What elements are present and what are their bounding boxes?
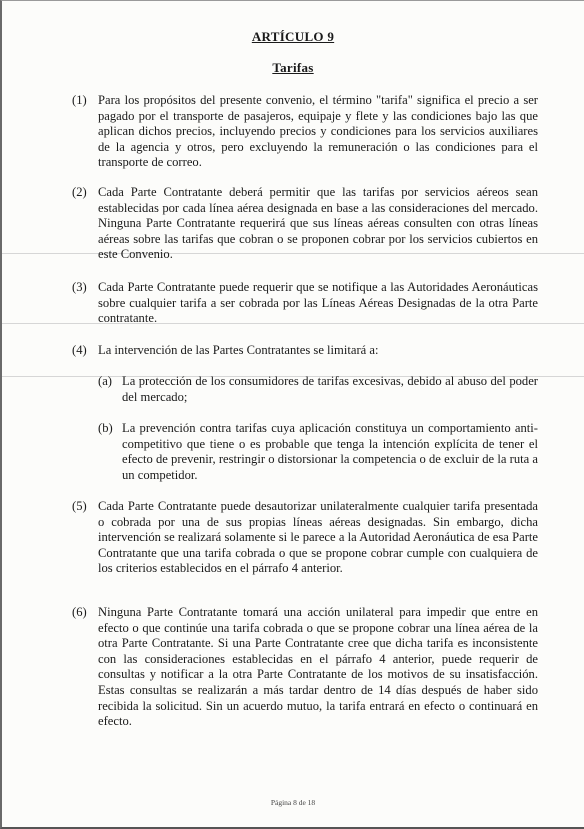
subparagraph-a: La protección de los consumidores de tarifas excesivas, debido al abuso del poder del mercado;: [122, 374, 538, 404]
paragraph-3: Cada Parte Contratante puede requerir que se notifique a las Autoridades Aeronáuticas sobre cualquier tarifa a ser cobrada por las Líneas Aéreas Designadas de la otra Parte contratante.: [98, 280, 538, 326]
paragraph-number: (1): [72, 93, 87, 107]
paragraph-6: Ninguna Parte Contratante tomará una acción unilateral para impedir que entre en efecto o que continúe una tarifa cobrada o que se propone cobrar una línea aérea de la otra Parte Contratante. Si una Parte Contratante cree que dicha tarifa es inconsistente con las consideraciones establecidas en el párrafo 4 anterior, puede requerir de consultas y notificar a la otra Parte Contratante de los motivos de su insatisfacción. Estas consultas se realizarán a más tardar dentro de 14 días después de haber sido recibida la solicitud. Sin un acuerdo mutuo, la tarifa entrará en efecto o continuará en efecto.: [98, 605, 538, 729]
subparagraph-letter: (b): [98, 421, 113, 435]
paragraph-4: La intervención de las Partes Contratantes se limitará a:: [98, 343, 379, 357]
paragraph-number: (3): [72, 280, 87, 294]
paragraph-number: (2): [72, 185, 87, 199]
paragraph-2: Cada Parte Contratante deberá permitir que las tarifas por servicios aéreos sean establecidas por cada línea aérea designada en base a las consideraciones del mercado. Ninguna Parte Contratante requerirá que sus líneas aéreas consulten con otras líneas aéreas sobre las tarifas que cobran o se proponen cobrar por los servicios cubiertos en este Convenio.: [98, 185, 538, 262]
paragraph-1: Para los propósitos del presente convenio, el término "tarifa" significa el precio a ser pagado por el transporte de pasajeros, equipaje y flete y las condiciones bajo las que aplican dichos precios, incluyendo precios y condiciones para los servicios auxiliares de la agencia y otros, pero excluyendo la remuneración o las condiciones para el transporte de correo.: [98, 93, 538, 170]
paragraph-number: (5): [72, 499, 87, 513]
paragraph-number: (4): [72, 343, 87, 357]
subparagraph-letter: (a): [98, 374, 112, 388]
subparagraph-b: La prevención contra tarifas cuya aplicación constituya un comportamiento anti-competitivo que tiene o es probable que tenga la intención explícita de tener el efecto de prevenir, restringir o distorsionar la competencia o de excluir de la ruta a un competidor.: [122, 421, 538, 482]
paragraph-5: Cada Parte Contratante puede desautorizar unilateralmente cualquier tarifa presentada o cobrada por una de sus propias líneas aéreas designadas. Sin embargo, dicha intervención se realizará solamente si le parece a la Autoridad Aeronáutica de esa Parte Contratante que una tarifa cobrada o que se propone cobrar cumple con cualquiera de los criterios establecidos en el párrafo 4 anterior.: [98, 499, 538, 576]
page-number-footer: Página 8 de 18: [270, 798, 316, 807]
paragraph-number: (6): [72, 605, 87, 619]
section-title: Tarifas: [272, 60, 314, 75]
article-title: ARTÍCULO 9: [251, 29, 335, 44]
